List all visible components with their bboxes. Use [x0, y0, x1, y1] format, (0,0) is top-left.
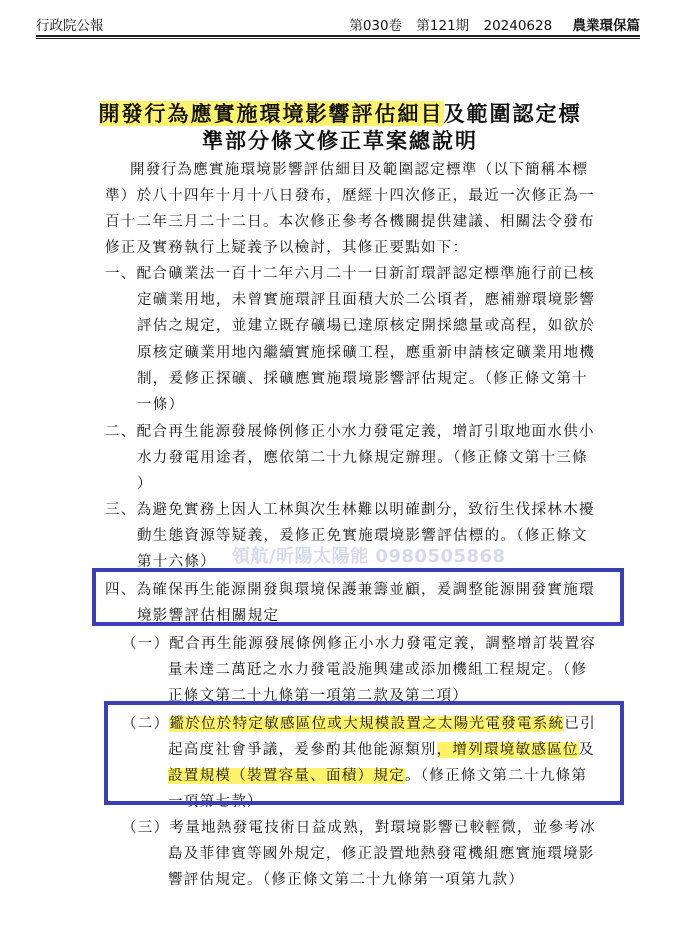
item-2-line: ） — [137, 476, 153, 492]
sub-2-line: 一項第七款） — [168, 794, 263, 810]
item-1-line: 一、配合礦業法一百十二年六月二十一日新訂環評認定標準施行前已核 — [105, 266, 595, 282]
intro-line: 開發行為應實施環境影響評估細目及範圍認定標準（以下簡稱本標 — [130, 162, 589, 178]
annotation-box-sub-2 — [104, 701, 624, 805]
item-3-line: 三、為避免實務上因人工林與次生林難以明確劃分，致衍生伐採林木擾 — [105, 502, 595, 518]
intro-line: 準）於八十四年十月十八日發布，歷經十四次修正，最近一次修正為一 — [105, 188, 595, 204]
sub-2-text: 。（修正條文第二十九條第 — [405, 768, 588, 784]
item-3-line: 動生態資源等疑義，爰修正免實施環境影響評估標的。（修正條文 — [137, 528, 588, 544]
intro-line: 修正及實務執行上疑義予以檢討，其修正要點如下： — [105, 240, 469, 256]
sub-2-prefix: （二） — [122, 716, 170, 732]
item-1-line: 評估之規定，並建立既存礦場已達原核定開採總量或高程，如欲於 — [137, 318, 596, 334]
item-1-line: 定礦業用地，未曾實施環評且面積大於二公頃者，應補辦環境影響 — [137, 292, 596, 308]
title-highlight: 開發行為應實施環境影響評估細目 — [98, 101, 444, 126]
item-3-line: 第十六條） — [137, 554, 216, 570]
sub-1-line: 正條文第二十九條第一項第二款及第二項） — [168, 688, 469, 704]
sub-2-highlight: 設置規模（裝置容量、面積）規定 — [168, 768, 405, 784]
publication-name: 行政院公報 — [36, 18, 104, 34]
item-2-line: 二、配合再生能源發展條例修正小水力發電定義，增訂引取地面水供小 — [105, 424, 595, 440]
sub-1-line: （一）配合再生能源發展條例修正小水力發電定義，調整增訂裝置容 — [122, 636, 596, 652]
title-rest: 及範圍認定標 — [443, 101, 582, 126]
item-2-line: 水力發電用途者，應依第二十九條規定辦理。（修正條文第十三條 — [137, 450, 588, 466]
item-1-line: 制，爰修正探礦、採礦應實施環境影響評估規定。（修正條文第十 — [137, 371, 588, 387]
sub-1-line: 量未達二萬瓩之水力發電設施興建或添加機組工程規定。（修 — [168, 662, 588, 678]
sub-3-line: 響評估規定。（修正條文第二十九條第一項第九款） — [168, 872, 525, 888]
watermark: 領航/昕陽太陽能 0980505868 — [232, 546, 506, 567]
intro-line: 百十二年三月二十二日。本次修正參考各機關提供建議、相關法令發布 — [105, 214, 595, 230]
document-title-line-2: 準部分條文修正草案總說明 — [202, 128, 478, 153]
issue-date: 20240628 — [483, 18, 553, 34]
sub-2-text: 起高度社會爭議，爰參酌其他能源類別 — [168, 742, 437, 758]
section-name: 農業環保篇 — [572, 18, 640, 34]
sub-3-line: （三）考量地熱發電技術日益成熟，對環境影響已較輕微，並參考冰 — [122, 820, 596, 836]
item-1-line: 一條） — [137, 397, 185, 413]
volume-number: 第030卷 — [349, 18, 403, 34]
sub-3-line: 島及菲律賓等國外規定，修正設置地熱發電機組應實施環境影 — [168, 846, 595, 862]
item-4-line: 境影響評估相關規定 — [137, 608, 280, 624]
sub-2-text: 及 — [578, 742, 595, 758]
sub-2-highlight: ，增列環境敏感區位 — [436, 742, 579, 758]
issue-number: 第121期 — [416, 18, 470, 34]
sub-2-text: 已引 — [564, 716, 597, 732]
annotation-box-item-4 — [92, 568, 624, 626]
item-4-line: 四、為確保再生能源開發與環境保護兼籌並顧，爰調整能源開發實施環 — [105, 582, 595, 598]
item-1-line: 原核定礦業用地內繼續實施採礦工程，應重新申請核定礦業用地機 — [137, 345, 596, 361]
sub-2-highlight: 鑑於位於特定敏感區位或大規模設置之太陽光電發電系統 — [169, 716, 565, 732]
